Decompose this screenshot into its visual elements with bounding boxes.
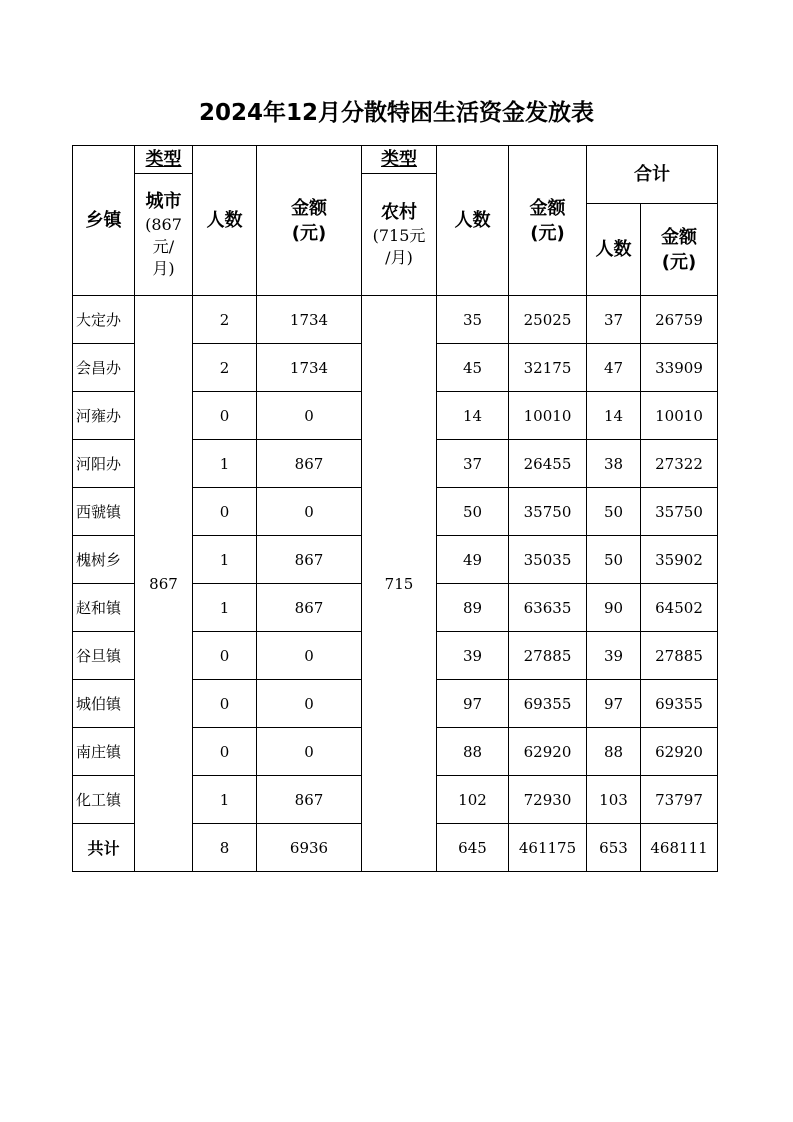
header-total-people: 人数 (587, 204, 641, 296)
township-cell: 大定办 (73, 296, 135, 344)
total-amount-cell: 10010 (641, 392, 718, 440)
header-rural-label: 农村 (381, 202, 417, 223)
header-total-amount-unit: (元) (661, 251, 697, 273)
rural-people-cell: 88 (437, 728, 509, 776)
rural-rate-cell: 715 (362, 296, 437, 872)
rural-amount-cell: 25025 (509, 296, 587, 344)
urban-people-cell: 0 (193, 728, 257, 776)
rural-amount-cell: 32175 (509, 344, 587, 392)
header-total-group: 合计 (587, 146, 718, 204)
grand-total-people-cell: 653 (587, 824, 641, 872)
header-urban-people: 人数 (193, 146, 257, 296)
urban-people-cell: 0 (193, 680, 257, 728)
header-urban-standard-3: 月) (152, 259, 175, 278)
township-cell: 河雍办 (73, 392, 135, 440)
urban-amount-cell: 1734 (257, 344, 362, 392)
header-rural-amount-unit: (元) (530, 222, 565, 244)
urban-amount-cell: 867 (257, 536, 362, 584)
header-total-amount (641, 204, 718, 296)
header-urban-standard-1: (867 (145, 215, 182, 234)
rural-amount-cell: 26455 (509, 440, 587, 488)
urban-people-cell: 1 (193, 440, 257, 488)
total-amount-cell: 27885 (641, 632, 718, 680)
rural-people-cell: 97 (437, 680, 509, 728)
page-title: 2024年12月分散特困生活资金发放表 (198, 100, 595, 126)
township-cell: 城伯镇 (73, 680, 135, 728)
header-urban (135, 174, 193, 296)
urban-amount-cell: 0 (257, 488, 362, 536)
allowance-table (72, 145, 718, 872)
rural-people-cell: 45 (437, 344, 509, 392)
rural-amount-cell: 63635 (509, 584, 587, 632)
total-amount-cell: 27322 (641, 440, 718, 488)
total-amount-cell: 35902 (641, 536, 718, 584)
urban-people-cell: 0 (193, 392, 257, 440)
total-people-cell: 88 (587, 728, 641, 776)
total-people-cell: 50 (587, 536, 641, 584)
total-amount-cell: 62920 (641, 728, 718, 776)
rural-amount-cell: 72930 (509, 776, 587, 824)
total-amount-cell: 64502 (641, 584, 718, 632)
header-urban-type (135, 146, 193, 174)
header-rural-type (362, 146, 437, 174)
urban-people-cell: 2 (193, 296, 257, 344)
table-row (73, 296, 718, 344)
urban-amount-cell: 867 (257, 776, 362, 824)
header-urban-amount (257, 146, 362, 296)
urban-amount-cell: 0 (257, 680, 362, 728)
urban-amount-cell: 0 (257, 728, 362, 776)
header-urban-type-label: 类型 (145, 149, 182, 170)
township-cell: 西虢镇 (73, 488, 135, 536)
urban-people-cell: 2 (193, 344, 257, 392)
total-rural-people-cell: 645 (437, 824, 509, 872)
urban-people-cell: 1 (193, 536, 257, 584)
urban-amount-cell: 0 (257, 632, 362, 680)
header-rural-standard-1: (715元 (372, 226, 426, 245)
township-cell: 河阳办 (73, 440, 135, 488)
total-people-cell: 97 (587, 680, 641, 728)
rural-people-cell: 14 (437, 392, 509, 440)
header-rural-type-label: 类型 (381, 149, 417, 170)
urban-people-cell: 1 (193, 776, 257, 824)
total-amount-cell: 33909 (641, 344, 718, 392)
total-people-cell: 103 (587, 776, 641, 824)
township-cell: 赵和镇 (73, 584, 135, 632)
total-amount-cell: 73797 (641, 776, 718, 824)
rural-people-cell: 49 (437, 536, 509, 584)
rural-amount-cell: 62920 (509, 728, 587, 776)
total-people-cell: 47 (587, 344, 641, 392)
rural-people-cell: 50 (437, 488, 509, 536)
header-rural (362, 174, 437, 296)
header-total-amount-label: 金额 (661, 226, 697, 248)
urban-amount-cell: 867 (257, 584, 362, 632)
header-urban-label: 城市 (145, 191, 182, 212)
rural-amount-cell: 27885 (509, 632, 587, 680)
grand-total-amount-cell: 468111 (641, 824, 718, 872)
total-people-cell: 37 (587, 296, 641, 344)
urban-people-cell: 0 (193, 488, 257, 536)
urban-people-cell: 0 (193, 632, 257, 680)
rural-people-cell: 39 (437, 632, 509, 680)
header-urban-amount-label: 金额 (291, 197, 327, 219)
header-rural-standard-2: /月) (385, 248, 413, 267)
total-urban-amount-cell: 6936 (257, 824, 362, 872)
rural-people-cell: 89 (437, 584, 509, 632)
township-cell: 南庄镇 (73, 728, 135, 776)
township-cell: 槐树乡 (73, 536, 135, 584)
total-amount-cell: 35750 (641, 488, 718, 536)
urban-amount-cell: 1734 (257, 296, 362, 344)
total-amount-cell: 69355 (641, 680, 718, 728)
header-urban-standard-2: 元/ (152, 237, 175, 256)
township-cell: 化工镇 (73, 776, 135, 824)
rural-people-cell: 35 (437, 296, 509, 344)
total-people-cell: 38 (587, 440, 641, 488)
header-rural-people: 人数 (437, 146, 509, 296)
township-cell: 会昌办 (73, 344, 135, 392)
urban-amount-cell: 0 (257, 392, 362, 440)
township-cell: 谷旦镇 (73, 632, 135, 680)
total-label-cell: 共计 (73, 824, 135, 872)
urban-people-cell: 1 (193, 584, 257, 632)
urban-amount-cell: 867 (257, 440, 362, 488)
total-urban-people-cell: 8 (193, 824, 257, 872)
total-people-cell: 50 (587, 488, 641, 536)
rural-people-cell: 102 (437, 776, 509, 824)
total-people-cell: 39 (587, 632, 641, 680)
total-people-cell: 90 (587, 584, 641, 632)
rural-amount-cell: 10010 (509, 392, 587, 440)
rural-amount-cell: 35750 (509, 488, 587, 536)
total-people-cell: 14 (587, 392, 641, 440)
total-amount-cell: 26759 (641, 296, 718, 344)
urban-rate-cell: 867 (135, 296, 193, 872)
rural-amount-cell: 35035 (509, 536, 587, 584)
rural-people-cell: 37 (437, 440, 509, 488)
header-rural-amount-label: 金额 (529, 197, 566, 219)
header-urban-amount-unit: (元) (291, 222, 327, 244)
rural-amount-cell: 69355 (509, 680, 587, 728)
header-rural-amount (509, 146, 587, 296)
total-rural-amount-cell: 461175 (509, 824, 587, 872)
header-township: 乡镇 (73, 146, 135, 296)
